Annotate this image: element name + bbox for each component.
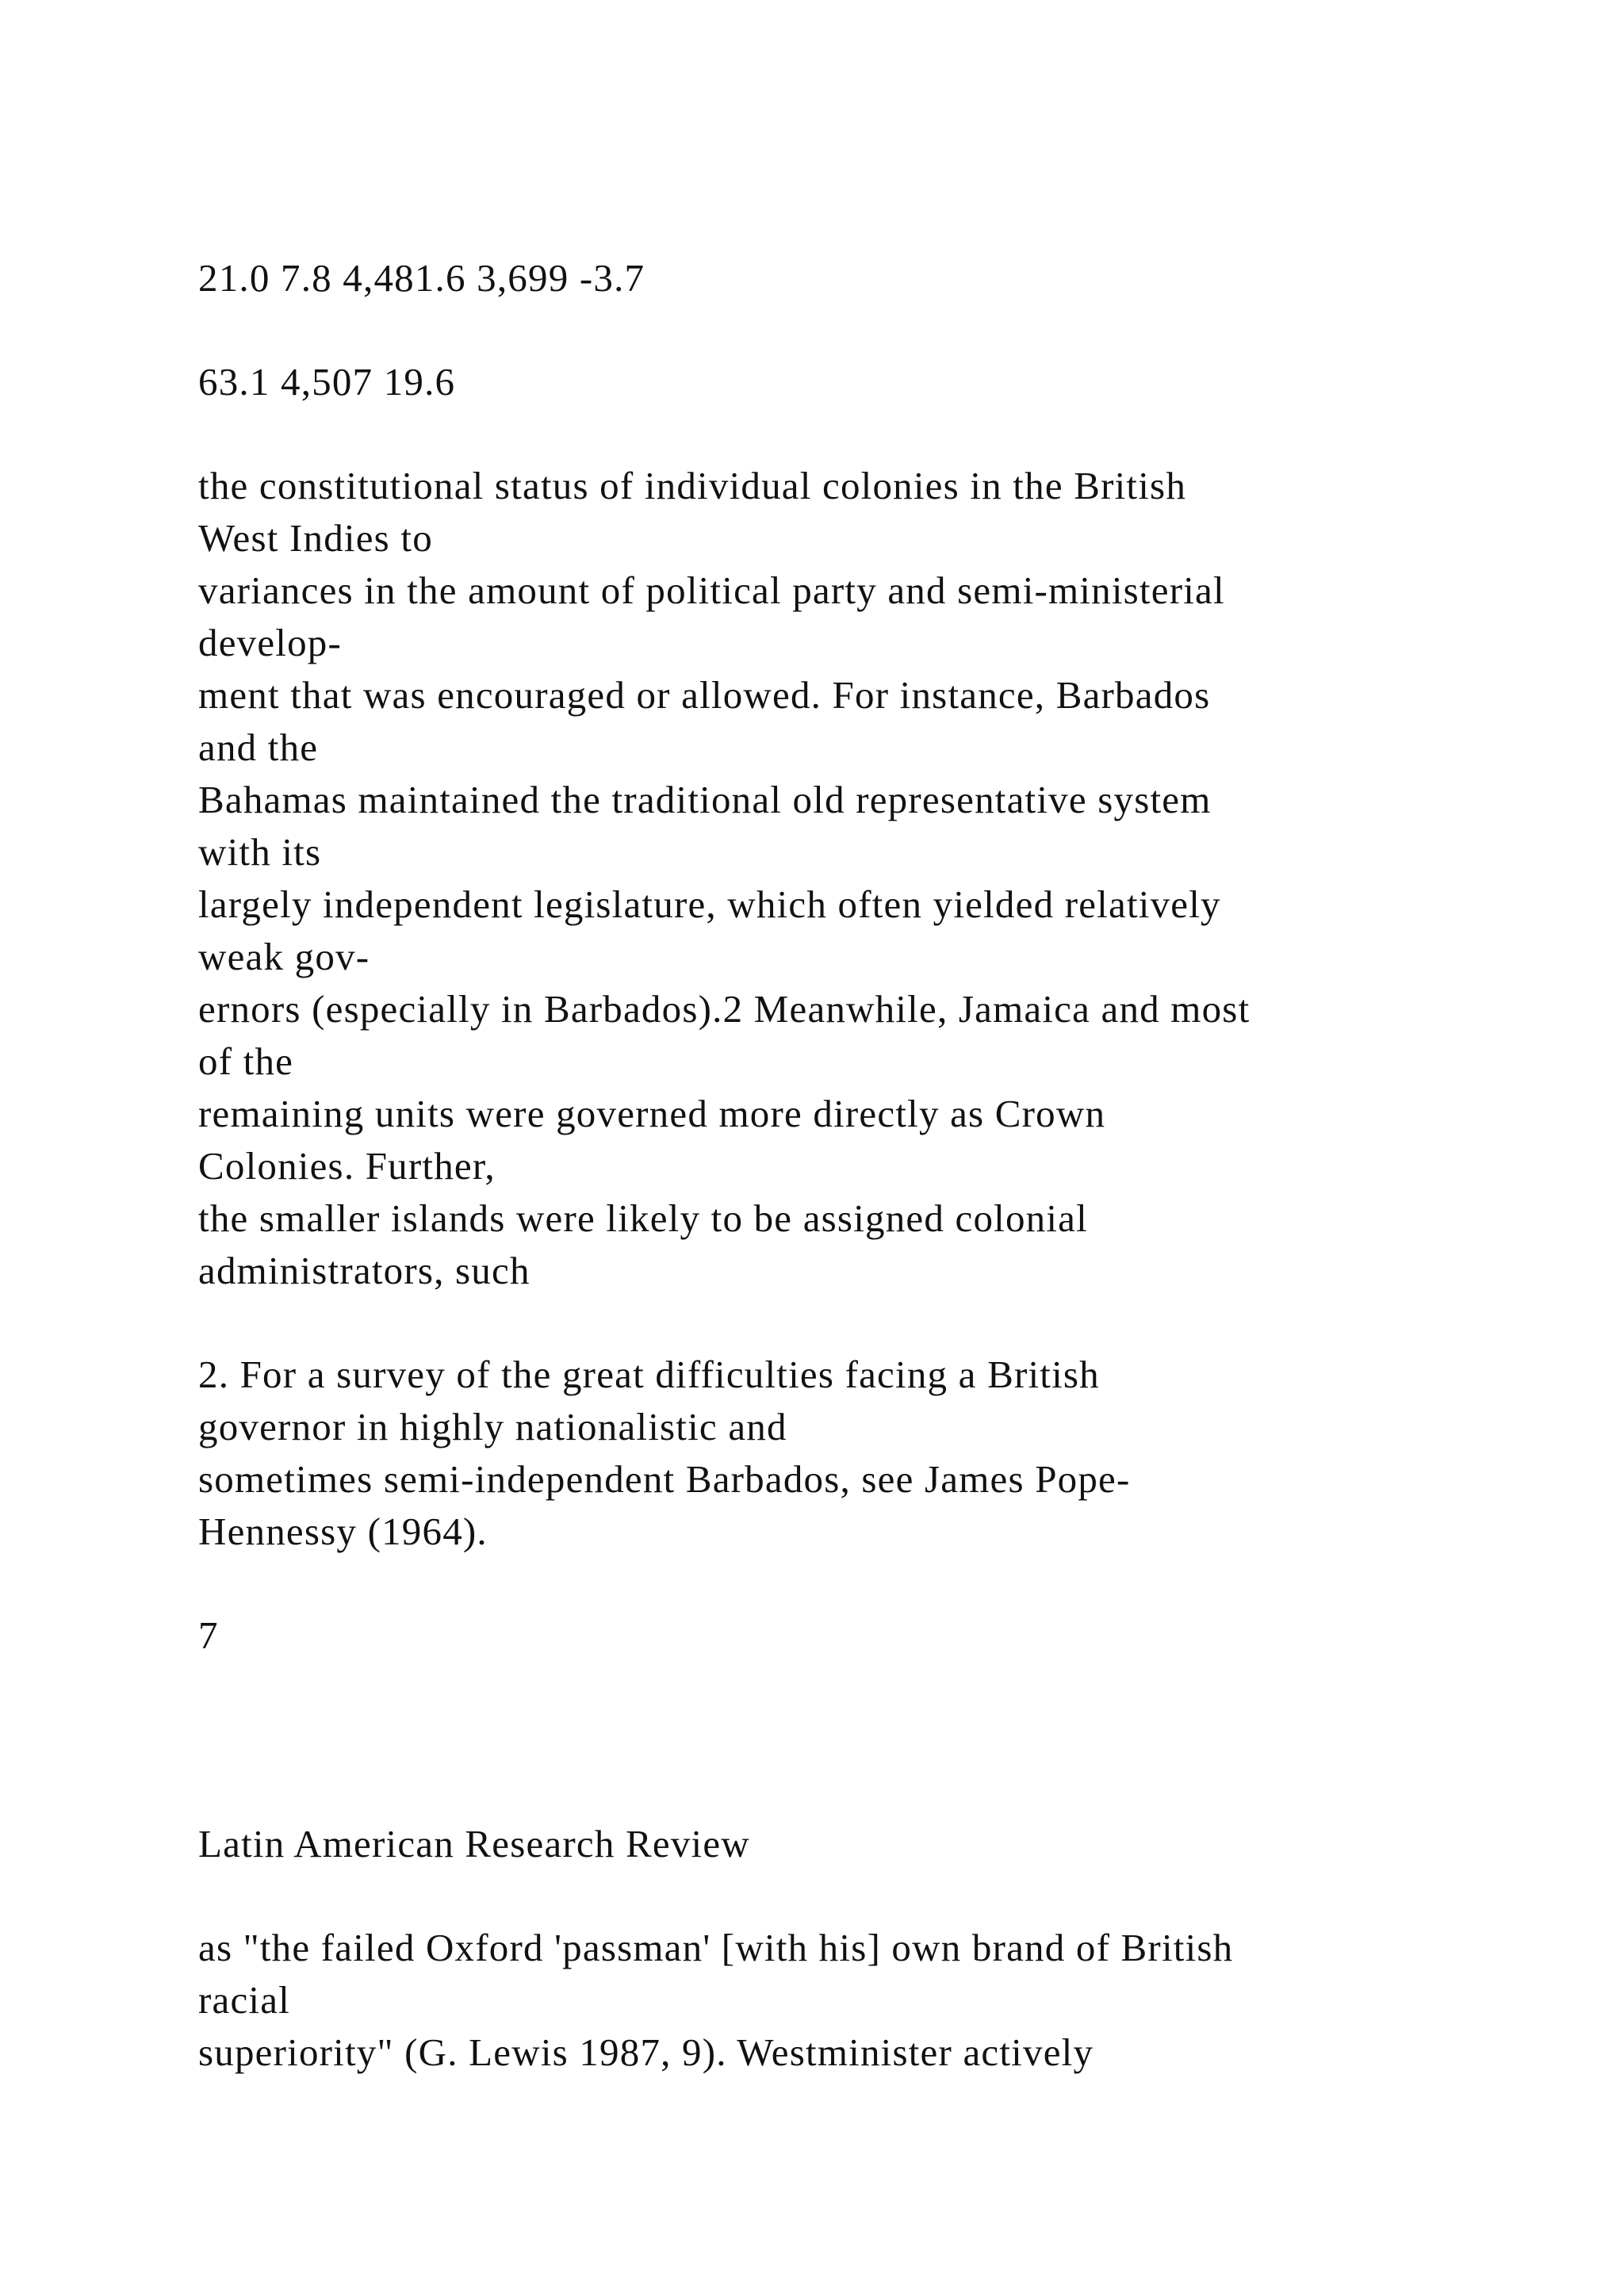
table-data-row: 21.0 7.8 4,481.6 3,699 -3.7 xyxy=(198,256,645,300)
body-text-line: Colonies. Further, xyxy=(198,1144,496,1188)
body-text-line: weak gov- xyxy=(198,935,370,978)
body-text-line: Bahamas maintained the traditional old representative system xyxy=(198,778,1212,821)
body-text-line: largely independent legislature, which often yielded relatively xyxy=(198,882,1221,926)
body-text-line: administrators, such xyxy=(198,1249,530,1292)
body-text-line: of the xyxy=(198,1039,294,1083)
body-text-line: with its xyxy=(198,830,322,874)
body-text-line: the constitutional status of individual colonies in the British xyxy=(198,464,1187,507)
footnote-line: Hennessy (1964). xyxy=(198,1510,488,1553)
footnote-line: governor in highly nationalistic and xyxy=(198,1405,787,1448)
body-text-line: remaining units were governed more directly as Crown xyxy=(198,1092,1106,1135)
body-text-line: and the xyxy=(198,725,319,769)
body-text-line: the smaller islands were likely to be assigned colonial xyxy=(198,1196,1088,1240)
body-text-line: West Indies to xyxy=(198,516,433,560)
body-text-line: variances in the amount of political party and semi-ministerial xyxy=(198,568,1225,612)
body-text-line: ment that was encouraged or allowed. For instance, Barbados xyxy=(198,673,1211,717)
footnote-line: 2. For a survey of the great difficulties facing a British xyxy=(198,1353,1100,1396)
running-header: Latin American Research Review xyxy=(198,1822,750,1866)
table-data-row: 63.1 4,507 19.6 xyxy=(198,360,456,404)
body-text-line: as "the failed Oxford 'passman' [with his] own brand of British xyxy=(198,1926,1234,1969)
footnote-line: sometimes semi-independent Barbados, see James Pope- xyxy=(198,1457,1131,1501)
body-text-line: racial xyxy=(198,1978,290,2022)
body-text-line: develop- xyxy=(198,621,343,664)
body-text-line: superiority" (G. Lewis 1987, 9). Westminister actively xyxy=(198,2030,1094,2074)
body-text-line: ernors (especially in Barbados).2 Meanwhile, Jamaica and most xyxy=(198,987,1251,1031)
page-number: 7 xyxy=(198,1613,219,1657)
